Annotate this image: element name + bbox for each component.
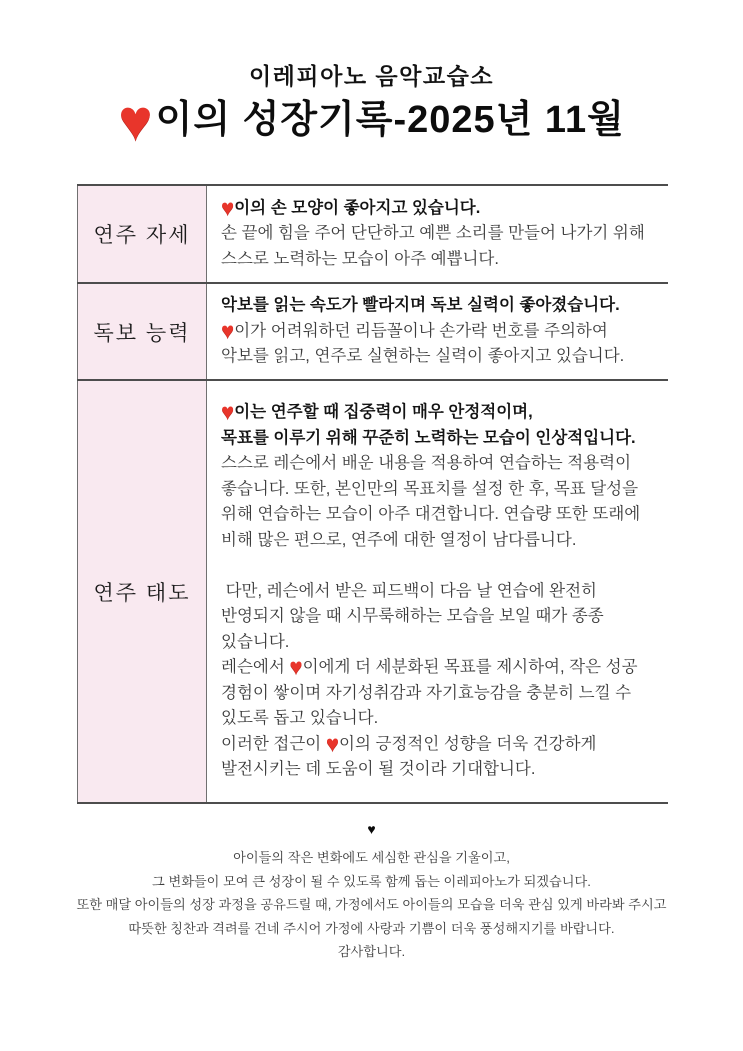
text-line: 위해 연습하는 모습이 아주 대견합니다. 연습량 또한 또래에: [221, 505, 641, 524]
row-content-performance-attitude: [207, 381, 668, 802]
text-line: 손 끝에 힘을 주어 단단하고 예쁜 소리를 만들어 나가기 위해: [221, 224, 645, 243]
growth-record-table: [77, 184, 668, 804]
text-line: 악보를 읽고, 연주로 실현하는 실력이 좋아지고 있습니다.: [221, 347, 625, 366]
title-heart-icon: ♥: [118, 88, 154, 153]
text-line: 목표를 이루기 위해 꾸준히 노력하는 모습이 인상적입니다.: [221, 428, 636, 447]
row-label-performance-attitude: 연주 태도: [77, 381, 207, 802]
table-row-performance-attitude: [77, 381, 668, 804]
page-title-text: 이의 성장기록-2025년 11월: [155, 99, 625, 142]
text-line: 반영되지 않을 때 시무룩해하는 모습을 보일 때가 종종: [221, 607, 604, 626]
text-line: ♥이가 어려워하던 리듬꼴이나 손가락 번호를 주의하여: [221, 317, 608, 343]
document-header: [0, 0, 743, 153]
text-line: 또한 매달 아이들의 성장 과정을 공유드릴 때, 가정에서도 아이들의 모습을 더욱 관심 있게 바라봐 주시고: [76, 897, 667, 912]
text-line: 악보를 읽는 속도가 빨라지며 독보 실력이 좋아졌습니다.: [221, 296, 620, 315]
text-line: 발전시키는 데 도움이 될 것이라 기대합니다.: [221, 760, 536, 779]
red-heart-icon: ♥: [289, 654, 303, 680]
text-line: 이러한 접근이 ♥이의 긍정적인 성향을 더욱 건강하게: [221, 730, 597, 756]
text-line: 경험이 쌓이며 자기성취감과 자기효능감을 충분히 느낄 수: [221, 683, 632, 702]
red-heart-icon: ♥: [221, 194, 235, 220]
table-row-sight-reading: [77, 284, 668, 381]
text-line: 있습니다.: [221, 632, 290, 651]
red-heart-icon: ♥: [221, 399, 235, 425]
text-line: 스스로 레슨에서 배운 내용을 적용하여 연습하는 적용력이: [221, 454, 632, 473]
text-line: 레슨에서 ♥이에게 더 세분화된 목표를 제시하여, 작은 성공: [221, 654, 638, 680]
text-line: 스스로 노력하는 모습이 아주 예쁩니다.: [221, 249, 499, 268]
text-line: 다만, 레슨에서 받은 피드백이 다음 날 연습에 완전히: [221, 581, 597, 600]
text-line: ♥이는 연주할 때 집중력이 매우 안정적이며,: [221, 399, 533, 425]
red-heart-icon: ♥: [221, 317, 235, 343]
row-content-performance-posture: [207, 186, 668, 282]
text-line: [221, 553, 660, 579]
text-line: 그 변화들이 모여 큰 성장이 될 수 있도록 함께 돕는 이레피아노가 되겠습니다.: [152, 873, 591, 889]
text-line: 아이들의 작은 변화에도 세심한 관심을 기울이고,: [233, 850, 510, 865]
text-line: 좋습니다. 또한, 본인만의 목표치를 설정 한 후, 목표 달성을: [221, 479, 639, 498]
text-line: 있도록 돕고 있습니다.: [221, 709, 379, 728]
text-line: 비해 많은 편으로, 연주에 대한 열정이 남다릅니다.: [221, 530, 577, 549]
row-content-sight-reading: [207, 284, 668, 379]
row-label-sight-reading: 독보 능력: [77, 284, 207, 379]
academy-name: 이레피아노 음악교습소: [248, 63, 495, 89]
text-line: ♥이의 손 모양이 좋아지고 있습니다.: [221, 194, 481, 220]
text-line: 따뜻한 칭찬과 격려를 건네 주시어 가정에 사랑과 기쁨이 더욱 풍성해지기를 바랍니다.: [128, 920, 615, 936]
table-row-performance-posture: [77, 186, 668, 284]
text-line: 감사합니다.: [337, 944, 406, 959]
row-label-performance-posture: 연주 자세: [77, 186, 207, 282]
red-heart-icon: ♥: [325, 730, 340, 756]
footer-lines: [0, 846, 743, 964]
page-title: [0, 88, 743, 153]
small-heart-icon: ♥: [367, 821, 376, 837]
footer-message: [0, 822, 743, 964]
